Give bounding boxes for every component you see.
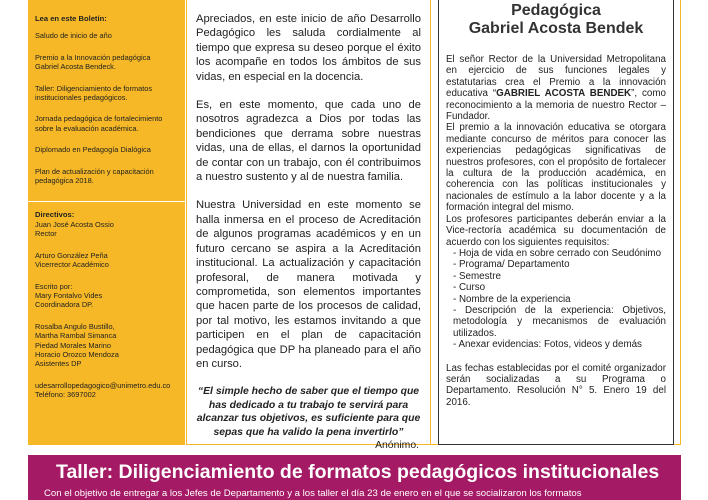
sidebar-item[interactable]: Taller: Diligenciamiento de formatos institucionales pedagógicos. (35, 83, 153, 103)
list-item: - Nombre de la experiencia (453, 293, 571, 305)
banner-subtitle: Con el objetivo de entregar a los Jefes de Departamento y a los taller el día 23 de enero en el que se socializaron los formatos (44, 488, 582, 499)
award-intro-text: El señor Rector de la Universidad Metropolitana en ejercicio de sus funciones legales y estatutarias crea el Premio a la innovación educativa “ (446, 54, 666, 100)
quote: “El simple hecho de saber que el tiempo que has dedicado a tu trabajo te servirá para alcanzar tus objetivos, es suficiente para que sepas que ha valido la pena invertirlo” (196, 386, 421, 438)
award-name: GABRIEL ACOSTA BENDEK (496, 88, 632, 100)
assistants: Rosalba Angulo Bustillo, Martha Rambal Simanca Piedad Morales Marino Horacio Orozco Mendoza Asistentes DP (35, 321, 119, 369)
banner-title: Taller: Diligenciamiento de formatos pedagógicos institucionales (56, 461, 660, 483)
gratitude-paragraph: Es, en este momento, que cada uno de nosotros agradezca a Dios por todas las bendiciones que derrama sobre nuestras vidas, una de ellas, el darnos la oportunidad de contar con un trabajo, con él contribuimos a nuestro sustento y al de nuestra familia. (196, 99, 421, 184)
directivo-rector: Juan José Acosta Ossio Rector (35, 219, 114, 239)
requirements-list (446, 248, 666, 351)
award-requirements-intro: Los profesores participantes deberán enviar a la Vice-rectoría académica su documentación de acuerdo con los siguientes requisitos: (446, 213, 666, 248)
workshop-banner (28, 455, 681, 500)
list-item: - Hoja de vida en sobre cerrado con Seudónimo (453, 247, 662, 259)
list-item: - Programa/ Departamento (453, 259, 570, 271)
sidebar-heading: Lea en este Boletín: (35, 14, 107, 23)
directivos-heading: Directivos: (35, 210, 75, 220)
award-title (439, 2, 673, 38)
award-dates: Las fechas establecidas por el comité organizador serán socializadas a su Programa o Departamento. Resolución N° 5. Enero 19 del 2016. (446, 362, 666, 408)
award-purpose: El premio a la innovación educativa se otorgara mediante concurso de méritos para conocer las experiencias pedagógicas significativas de nuestros profesores, con el propósito de fortalecer la cultura de la producción académica, en coherencia con las políticas institucionales y nacionales de estímulo a la labor docente y a la formación integral del mismo. (446, 122, 666, 214)
sidebar-item[interactable]: Diplomado en Pedagogía Dialógica (35, 145, 151, 155)
sidebar-item[interactable]: Plan de actualización y capacitación pedagógica 2018. (35, 166, 154, 186)
quote-author: Anónimo. (375, 439, 419, 451)
award-column (431, 0, 681, 445)
list-item: - Curso (453, 282, 486, 294)
sidebar-divider (28, 201, 185, 202)
award-intro-end: ”, como reconocimiento a la memoria de nuestro Rector – Fundador. (446, 88, 666, 123)
written-by: Escrito por: Mary Fontalvo Vides Coordinadora DP. (35, 281, 103, 310)
list-item: - Descripción de la experiencia: Objetivos, metodología y mecanismos de evaluación utilizados. (453, 304, 666, 339)
directivo-vicerrector: Arturo González Peña Vicerrector Académico (35, 250, 109, 270)
list-item: - Semestre (453, 270, 501, 282)
sidebar-item[interactable]: Jornada pedagógica de fortalecimiento sobre la evaluación académica. (35, 114, 163, 133)
award-title-line2: Gabriel Acosta Bendek (468, 20, 644, 37)
list-item: - Anexar evidencias: Fotos, videos y demás (453, 339, 642, 351)
greeting-column (186, 0, 431, 451)
sidebar-item[interactable]: Saludo de inicio de año (35, 31, 112, 41)
award-intro (446, 54, 666, 122)
accreditation-paragraph: Nuestra Universidad en este momento se halla inmersa en el proceso de Acreditación de algunos programas académicos y en un futuro cercano se aspira a la Acreditación institucional. La actualización y capacitación profesoral, de manera motivada y comprometida, son elementos importantes que hacen parte de los procesos de calidad, por tal motivo, les estamos invitando a que participen en el plan de capacitación pedagógica que DP ha planeado para el año en curso. (196, 199, 421, 370)
sidebar-item[interactable]: Premio a la Innovación pedagógica Gabriel Acosta Bendeck. (35, 52, 151, 72)
contact-info[interactable]: udesarrollopedagogico@unimetro.edu.co Teléfono: 3697002 (35, 380, 171, 400)
award-title-line1: Pedagógica (511, 2, 601, 19)
award-box (438, 0, 674, 445)
sidebar (28, 0, 185, 445)
greeting-paragraph: Apreciados, en este inicio de año Desarrollo Pedagógico les saluda cordialmente al tiempo que expresa su deseo porque el éxito los acompañe en todos los ámbitos de sus vidas, en especial en la docencia. (196, 13, 421, 83)
